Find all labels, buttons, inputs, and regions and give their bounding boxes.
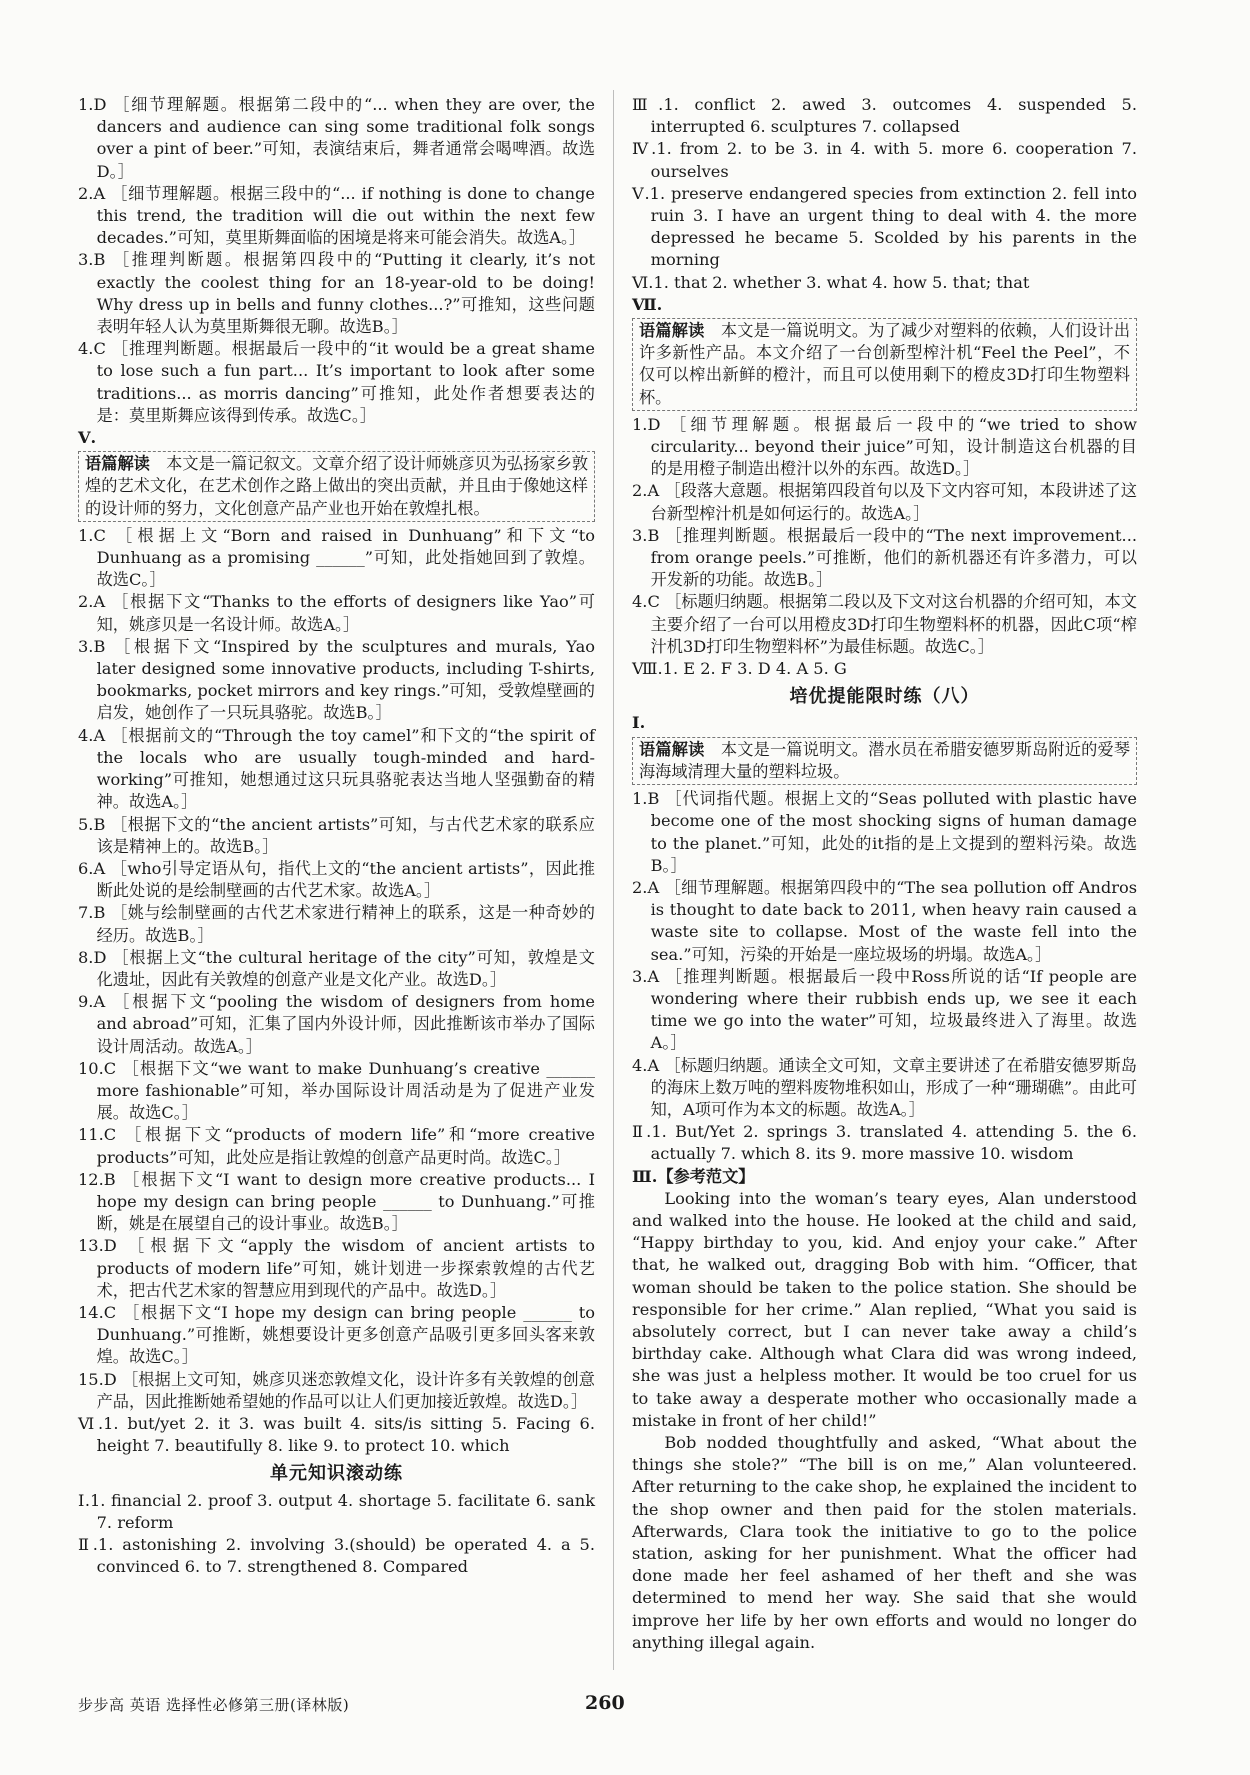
answer-item: 3.B ［根据下文“Inspired by the sculptures and murals, Yao later designed some innovative products, including T-shirts, bookmarks, pocket mirrors and key rings.”可知，受敦煌壁画的启发，她创作了一只玩具骆驼。故选B。］ — [78, 636, 595, 723]
part-heading: Ⅰ. — [632, 713, 646, 733]
passage-summary-tag: 语篇解读 — [85, 454, 150, 474]
section-title: 培优提能限时练（八） — [789, 686, 980, 708]
answer-item: Ⅲ.1. conflict 2. awed 3. outcomes 4. suspended 5. interrupted 6. sculptures 7. collapsed — [632, 95, 1137, 137]
answer-item: 5.B ［根据下文的“the ancient artists”可知，与古代艺术家的联系应该是精神上的。故选B。］ — [78, 814, 595, 856]
passage-summary-tag: 语篇解读 — [639, 739, 705, 759]
answer-item: 7.B ［姚与绘制壁画的古代艺术家进行精神上的联系，这是一种奇妙的经历。故选B。］ — [78, 903, 595, 945]
answer-item: 1.D ［细节理解题。根据第二段中的“... when they are over, the dancers and audience can sing some traditional folk songs over a pint of beer.”可知，表演结束后，舞者通常会喝啤酒。故选D。］ — [78, 95, 595, 181]
answer-item: 2.A ［段落大意题。根据第四段首句以及下文内容可知，本段讲述了这台新型榨汁机是如何运行的。故选A。］ — [632, 481, 1137, 523]
answer-item: 9.A ［根据下文“pooling the wisdom of designers from home and abroad”可知，汇集了国内外设计师，因此推断该市举办了国际设计周活动。故选A。］ — [78, 992, 595, 1056]
answer-item: Ⅵ.1. but/yet 2. it 3. was built 4. sits/is sitting 5. Facing 6. height 7. beautifully 8. like 9. to protect 10. which — [78, 1413, 595, 1456]
answer-item: 3.A ［推理判断题。根据最后一段中Ross所说的话“If people are wondering where their rubbish ends up, we see it each time we go into the water”可知，垃圾最终进入了海里。故选A。］ — [632, 966, 1137, 1053]
answer-item: 2.A ［细节理解题。根据第四段中的“The sea pollution off Andros is thought to date back to 2011, when heavy rain caused a waste site to collapse. Most of the waste fell into the sea.”可知，污染的开始是一座垃圾场的坍塌。故选A。］ — [632, 877, 1137, 964]
answer-item: Ⅱ.1. But/Yet 2. springs 3. translated 4. attending 5. the 6. actually 7. which 8. its 9. more massive 10. wisdom — [632, 1122, 1137, 1164]
answer-item: 13.D ［根据下文“apply the wisdom of ancient artists to products of modern life”可知，姚计划进一步探索敦煌的古代艺术，把古代艺术家的智慧应用到现代的产品中。故选D。］ — [78, 1236, 595, 1300]
passage-summary-box — [78, 451, 595, 522]
answer-item: 10.C ［根据下文“we want to make Dunhuang’s creative ______ more fashionable”可知，举办国际设计周活动是为了促进产业发展。故选C。］ — [78, 1058, 595, 1123]
answer-item: 1.B ［代词指代题。根据上文的“Seas polluted with plastic have become one of the most shocking signs of human damage to the planet.”可知，此处的it指的是上文提到的塑料污染。故选B。］ — [632, 789, 1137, 875]
answer-item: Ⅷ.1. E 2. F 3. D 4. A 5. G — [632, 659, 847, 679]
answer-item: 3.B ［推理判断题。根据最后一段中的“The next improvement... from orange peels.”可推断，他们的新机器还有许多潜力，可以开发新的功能。故选B。］ — [632, 525, 1137, 590]
answer-item: Ⅴ.1. preserve endangered species from extinction 2. fell into ruin 3. I have an urgent thing to deal with 4. the more depressed he became 5. Scolded by his parents in the morning — [632, 183, 1137, 270]
answer-item: 15.D ［根据上文可知，姚彦贝迷恋敦煌文化，设计许多有关敦煌的创意产品，因此推断她希望她的作品可以让人们更加接近敦煌。故选D。］ — [78, 1369, 595, 1411]
footer-book-title: 步步高 英语 选择性必修第三册(译林版) — [78, 1696, 350, 1714]
model-essay-paragraph: Bob nodded thoughtfully and asked, “What about the things she stole?” “The bill is on me,” Alan volunteered. After returning to the cake shop, he explained the incident to the shop owner and then paid for the stolen materials. Afterwards, Clara took the initiative to go to the police station, asking for her punishment. What the officer had done made her feel ashamed of her theft and she was determined to mend her way. She said that she would improve her life by her own efforts and would no longer do anything illegal again. — [632, 1432, 1137, 1652]
answer-item: Ⅱ.1. astonishing 2. involving 3.(should) be operated 4. a 5. convinced 6. to 7. strengthened 8. Compared — [78, 1535, 595, 1577]
answer-item: 8.D ［根据上文“the cultural heritage of the city”可知，敦煌是文化遗址，因此有关敦煌的创意产业是文化产业。故选D。］ — [78, 947, 595, 989]
passage-summary-text: 本文是一篇说明文。潜水员在希腊安德罗斯岛附近的爱琴海海域清理大量的塑料垃圾。 — [639, 739, 1131, 781]
passage-summary-tag: 语篇解读 — [639, 321, 705, 341]
right-column — [632, 94, 1137, 1654]
answer-item: 1.C ［根据上文“Born and raised in Dunhuang”和下文“to Dunhuang as a promising ______”可知，此处指她回到了敦煌。故选C。］ — [78, 525, 595, 590]
answer-item: 4.C ［标题归纳题。根据第二段以及下文对这台机器的介绍可知，本文主要介绍了一台可以用橙皮3D打印生物塑料杯的机器，因此C项“榨汁机3D打印生物塑料杯”为最佳标题。故选C。］ — [632, 592, 1137, 656]
page-number: 260 — [585, 1692, 625, 1714]
model-essay-paragraph: Looking into the woman’s teary eyes, Alan understood and walked into the house. He looked at the child and said, “Happy birthday to you, kid. And enjoy your cake.” After that, he walked out, dragging Bob with him. “Officer, that woman should be taken to the police station. She should be responsible for her crime.” Alan replied, “What you said is absolutely correct, but I can never take away a child’s birthday cake. Although what Clara did was wrong indeed, she was just a helpless mother. It would be too cruel for us to take away a desperate mother who occasionally made a mistake in front of her child!” — [632, 1188, 1137, 1430]
answer-item: 6.A ［who引导定语从句，指代上文的“the ancient artists”，因此推断此处说的是绘制壁画的古代艺术家。故选A。］ — [78, 858, 595, 901]
answer-item: Ⅰ.1. financial 2. proof 3. output 4. shortage 5. facilitate 6. sank 7. reform — [78, 1490, 595, 1532]
left-column — [78, 94, 595, 1578]
answer-item: 14.C ［根据下文“I hope my design can bring people ______ to Dunhuang.”可推断，姚想要设计更多创意产品吸引更多回头客来敦煌。故选C。］ — [78, 1302, 595, 1367]
answer-item: Ⅵ.1. that 2. whether 3. what 4. how 5. that; that — [632, 272, 1030, 292]
answer-item: 4.A ［根据前文的“Through the toy camel”和下文的“the spirit of the locals who are usually tough-minded and hard-working”可推知，她想通过这只玩具骆驼表达当地人坚强勤奋的精神。故选A。］ — [78, 725, 595, 812]
passage-summary-box — [632, 737, 1137, 785]
passage-summary-text: 本文是一篇记叙文。文章介绍了设计师姚彦贝为弘扬家乡敦煌的艺术文化，在艺术创作之路上做出的突出贡献，并且由于像她这样的设计师的努力，文化创意产品产业也开始在敦煌扎根。 — [85, 454, 589, 518]
answer-item: 11.C ［根据下文“products of modern life”和“more creative products”可知，此处应是指让敦煌的创意产品更时尚。故选C。］ — [78, 1125, 595, 1167]
model-essay-heading: Ⅲ.【参考范文】 — [632, 1166, 755, 1186]
answer-item: Ⅳ.1. from 2. to be 3. in 4. with 5. more 6. cooperation 7. ourselves — [632, 139, 1137, 181]
column-divider — [613, 90, 614, 1670]
answer-item: 4.A ［标题归纳题。通读全文可知，文章主要讲述了在希腊安德罗斯岛的海床上数万吨的塑料废物堆积如山，形成了一种“珊瑚礁”。由此可知，A项可作为本文的标题。故选A。］ — [632, 1055, 1137, 1119]
answer-item: 2.A ［根据下文“Thanks to the efforts of designers like Yao”可知，姚彦贝是一名设计师。故选A。］ — [78, 592, 595, 634]
answer-item: 12.B ［根据下文“I want to design more creative products... I hope my design can bring people ______ to Dunhuang.”可推断，姚是在展望自己的设计事业。故选B。］ — [78, 1169, 595, 1234]
answer-item: 1.D ［细节理解题。根据最后一段中的“we tried to show circularity... beyond their juice”可知，设计制造这台机器的目的是用橙子制造出橙汁以外的东西。故选D。］ — [632, 414, 1137, 479]
part-heading: Ⅶ. — [632, 294, 663, 314]
passage-summary-box — [632, 318, 1137, 411]
passage-summary-text: 本文是一篇说明文。为了减少对塑料的依赖，人们设计出许多新性产品。本文介绍了一台创新型榨汁机“Feel the Peel”，不仅可以榨出新鲜的橙汁，而且可以使用剩下的橙皮3D打印生物塑料杯。 — [639, 321, 1131, 407]
answer-item: 3.B ［推理判断题。根据第四段中的“Putting it clearly, it’s not exactly the coolest thing for an 18-year-old to be doing! Why dress up in bells and funny clothes...?”可推知，这些问题表明年轻人认为莫里斯舞很无聊。故选B。］ — [78, 250, 595, 337]
section-title: 单元知识滚动练 — [270, 1463, 403, 1485]
answer-item: 4.C ［推理判断题。根据最后一段中的“it would be a great shame to lose such a fun part... It’s important to look after some traditions... as morris dancing”可推知，此处作者想要表达的是：莫里斯舞应该得到传承。故选C。］ — [78, 339, 595, 425]
answer-item: 2.A ［细节理解题。根据三段中的“... if nothing is done to change this trend, the tradition will die out within the next few decades.”可知，莫里斯舞面临的困境是将来可能会消失。故选A。］ — [78, 183, 595, 248]
part-heading: Ⅴ. — [78, 428, 97, 448]
